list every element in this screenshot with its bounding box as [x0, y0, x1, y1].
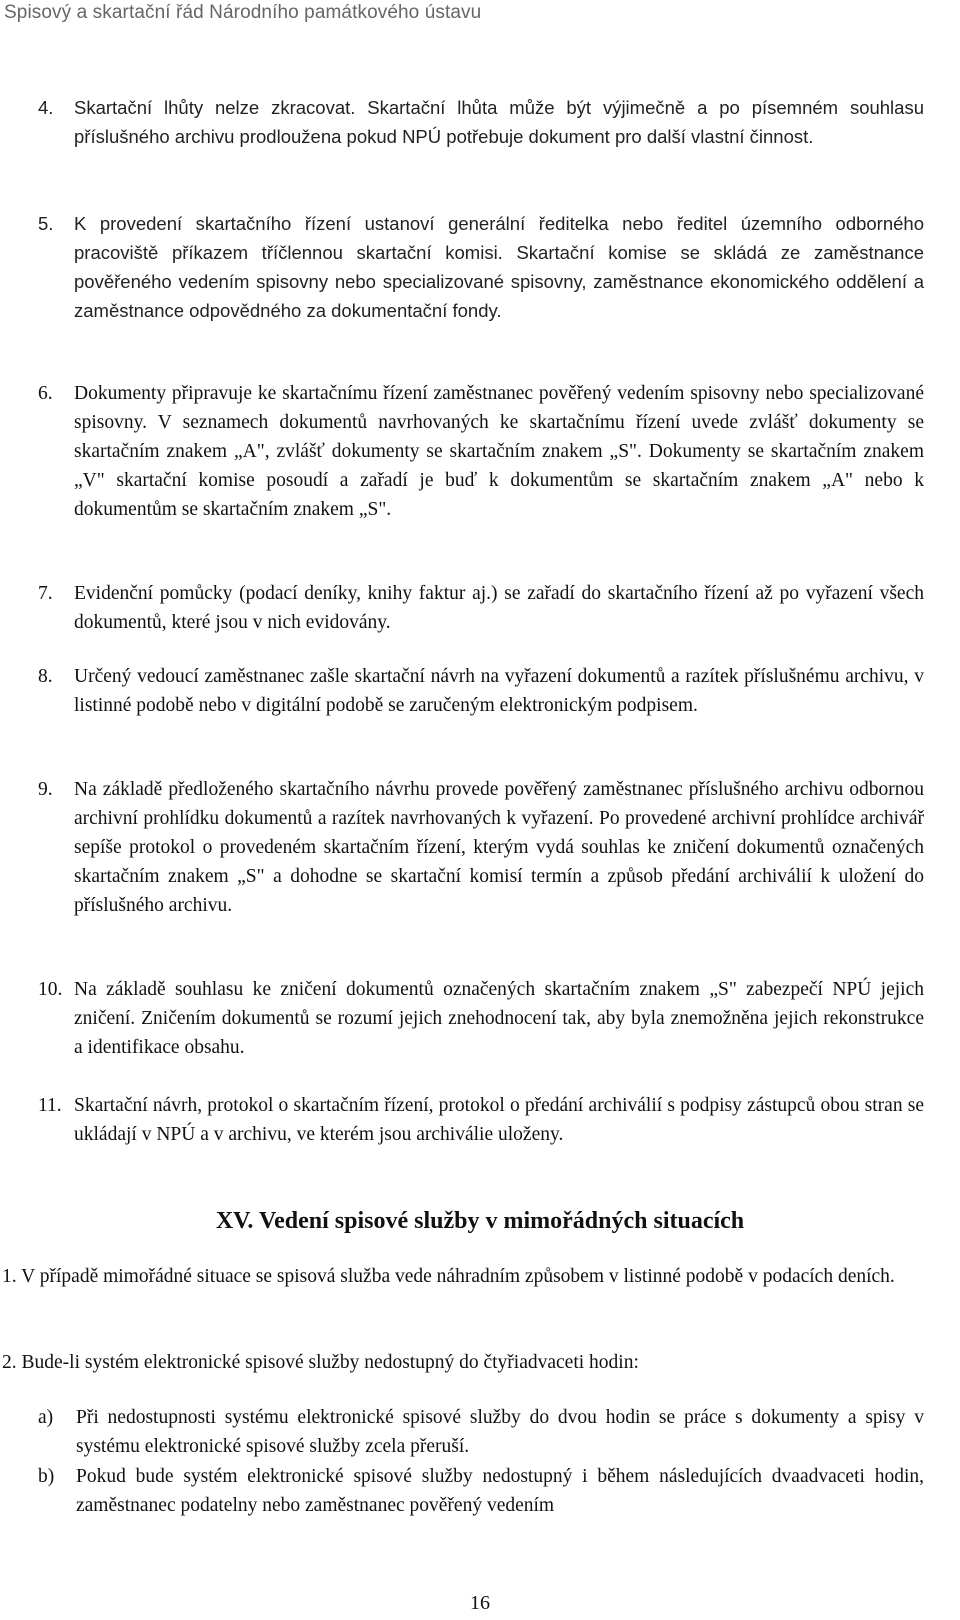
list-item-10 — [38, 975, 924, 1062]
item-text: Určený vedoucí zaměstnanec zašle skartační návrh na vyřazení dokumentů a razítek příslušnému archivu, v listinné podobě nebo v digitální podobě se zaručeným elektronickým podpisem. — [74, 666, 924, 716]
list-item-9 — [38, 775, 924, 920]
section-heading: XV. Vedení spisové služby v mimořádných situacích — [215, 1208, 745, 1234]
item-number: 7. — [38, 583, 53, 604]
section-paragraph-1: 1. V případě mimořádné situace se spisová služba vede náhradním způsobem v listinné podobě v podacích deních. — [2, 1266, 895, 1287]
item-text: Skartační lhůty nelze zkracovat. Skartační lhůta může být výjimečně a po písemném souhlasu příslušného archivu prodloužena pokud NPÚ potřebuje dokument pro další vlastní činnost. — [74, 97, 924, 147]
list-item-5 — [38, 209, 924, 325]
item-number: 11. — [38, 1095, 62, 1116]
sub-item-text: Pokud bude systém elektronické spisové služby nedostupný i během následujících dvaadvaceti hodin, zaměstnanec podatelny nebo zaměstnanec pověřený vedením — [76, 1466, 924, 1516]
sub-item-letter: a) — [38, 1407, 54, 1428]
sub-item-a — [38, 1403, 924, 1461]
item-text: Skartační návrh, protokol o skartačním řízení, protokol o předání archiválií s podpisy zástupců obou stran se ukládají v NPÚ a v archivu, ve kterém jsou archiválie uloženy. — [74, 1095, 924, 1145]
item-text: Na základě předloženého skartačního návrhu provede pověřený zaměstnanec příslušného archivu odbornou archivní prohlídku dokumentů a razítek navrhovaných k vyřazení. Po provedené archivní prohlídce archivář sepíše protokol o provedeném skartačním řízení, kterým vydá souhlas ke zničení dokumentů označených skartačním znakem „S" a dohodne se skartační komisí termín a způsob předání archiválií k uložení do příslušného archivu. — [74, 779, 924, 916]
section-paragraph-2: 2. Bude-li systém elektronické spisové služby nedostupný do čtyřiadvaceti hodin: — [2, 1352, 639, 1373]
item-number: 10. — [38, 979, 63, 1000]
item-text: K provedení skartačního řízení ustanoví generální ředitelka nebo ředitel územního odborného pracoviště příkazem tříčlennou skartační komisi. Skartační komise se skládá ze zaměstnance pověřeného vedením spisovny nebo specializované spisovny, zaměstnance ekonomického oddělení a zaměstnance odpovědného za dokumentační fondy. — [74, 213, 924, 321]
list-item-6 — [38, 379, 924, 524]
list-item-4 — [38, 93, 924, 151]
page-number: 16 — [470, 1592, 490, 1614]
item-text: Dokumenty připravuje ke skartačnímu řízení zaměstnanec pověřený vedením spisovny nebo specializované spisovny. V seznamech dokumentů navrhovaných ke skartačnímu řízení uvede zvlášť dokumenty se skartačním znakem „A", zvlášť dokumenty se skartačním znakem „S". Dokumenty se skartačním znakem „V" skartační komise posoudí a zařadí je buď k dokumentům se skartačním znakem „A" nebo k dokumentům se skartačním znakem „S". — [74, 383, 924, 520]
sub-item-b — [38, 1462, 924, 1520]
sub-item-text: Při nedostupnosti systému elektronické spisové služby do dvou hodin se práce s dokumenty a spisy v systému elektronické spisové služby zcela přeruší. — [76, 1407, 924, 1457]
item-text: Evidenční pomůcky (podací deníky, knihy faktur aj.) se zařadí do skartačního řízení až po vyřazení všech dokumentů, které jsou v nich evidovány. — [74, 583, 924, 633]
list-item-8 — [38, 662, 924, 720]
item-number: 8. — [38, 666, 53, 687]
item-text: Na základě souhlasu ke zničení dokumentů označených skartačním znakem „S" zabezpečí NPÚ jejich zničení. Zničením dokumentů se rozumí jejich znehodnocení tak, aby byla znemožněna jejich rekonstrukce a identifikace obsahu. — [74, 979, 924, 1058]
sub-item-letter: b) — [38, 1466, 55, 1487]
item-number: 4. — [38, 97, 54, 118]
list-item-7 — [38, 579, 924, 637]
running-header: Spisový a skartační řád Národního památkového ústavu — [4, 2, 482, 23]
list-item-11 — [38, 1091, 924, 1149]
item-number: 5. — [38, 213, 54, 234]
item-number: 6. — [38, 383, 53, 404]
item-number: 9. — [38, 779, 53, 800]
